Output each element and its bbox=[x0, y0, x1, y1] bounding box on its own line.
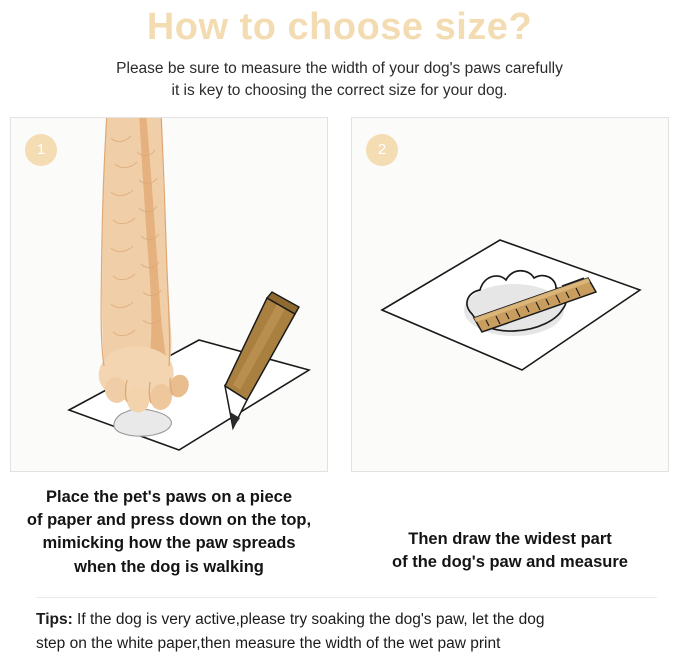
panel-step-2 bbox=[351, 117, 669, 472]
illustration-panels bbox=[10, 117, 669, 472]
subtitle-line-1: Please be sure to measure the width of your dog's paws carefully bbox=[116, 59, 563, 77]
page-subtitle bbox=[60, 58, 620, 103]
size-guide-page bbox=[0, 6, 679, 662]
tips-text-line-1: If the dog is very active,please try soaking the dog's paw, let the dog bbox=[72, 611, 545, 629]
step-badge-1: 1 bbox=[25, 134, 57, 166]
tips-line-1 bbox=[36, 608, 657, 631]
step-captions bbox=[10, 486, 669, 580]
subtitle-line-2: it is key to choosing the correct size for your dog. bbox=[171, 82, 508, 100]
page-title: How to choose size? bbox=[146, 6, 533, 48]
caption-2-line-1: Then draw the widest part bbox=[408, 529, 612, 548]
caption-1-line-1: Place the pet's paws on a piece bbox=[45, 487, 293, 506]
step-badge-2: 2 bbox=[366, 134, 398, 166]
caption-2-line-2: of the dog's paw and measure bbox=[392, 553, 628, 572]
tips-section bbox=[36, 597, 657, 655]
caption-step-2 bbox=[351, 486, 669, 580]
illustration-step-1 bbox=[11, 118, 328, 472]
illustration-step-2 bbox=[352, 118, 669, 472]
tips-label: Tips: bbox=[36, 611, 73, 629]
caption-1-line-3: mimicking how the paw spreads bbox=[42, 534, 296, 553]
caption-1-line-4: when the dog is walking bbox=[74, 557, 264, 576]
panel-step-1 bbox=[10, 117, 328, 472]
tips-text-line-2: step on the white paper,then measure the width of the wet paw print bbox=[36, 634, 501, 652]
caption-1-line-2: of paper and press down on the top, bbox=[26, 511, 312, 530]
caption-step-1 bbox=[10, 486, 328, 580]
